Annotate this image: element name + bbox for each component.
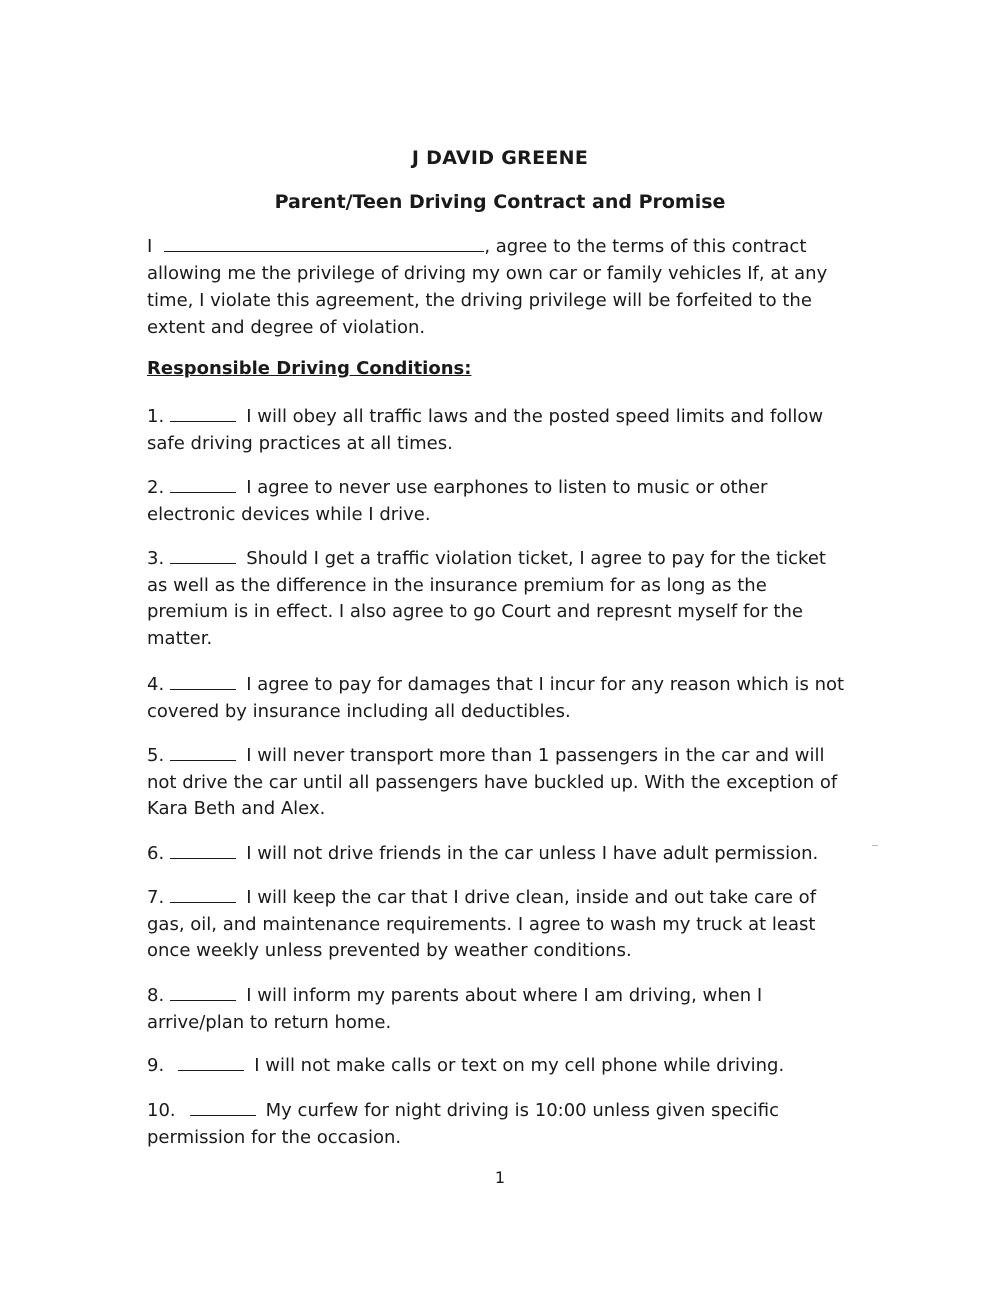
- condition-item: [147, 884, 852, 965]
- page-number: 1: [494, 1168, 506, 1187]
- initials-blank-line[interactable]: [170, 403, 236, 422]
- item-number: 6.: [147, 843, 165, 864]
- condition-item: [147, 982, 852, 1036]
- initials-blank-line[interactable]: [178, 1052, 244, 1071]
- section-heading: Responsible Driving Conditions:: [147, 358, 472, 379]
- initials-blank-line[interactable]: [170, 840, 236, 859]
- item-text: I will obey all traffic laws and the posted speed limits and follow safe driving practices at all times.: [147, 406, 824, 454]
- condition-item: [147, 840, 852, 868]
- scan-speck: [872, 845, 878, 846]
- intro-prefix: I: [147, 236, 153, 257]
- item-number: 7.: [147, 887, 165, 908]
- item-text: I will not drive friends in the car unless I have adult permission.: [246, 843, 819, 864]
- item-text: I will inform my parents about where I am driving, when I arrive/plan to return home.: [147, 985, 763, 1033]
- item-number: 5.: [147, 745, 165, 766]
- item-number: 2.: [147, 477, 165, 498]
- condition-item: [147, 1052, 852, 1080]
- condition-item: [147, 1097, 852, 1151]
- item-number: 9.: [147, 1055, 165, 1076]
- item-number: 1.: [147, 406, 165, 427]
- item-text: I agree to never use earphones to listen to music or other electronic devices while I drive.: [147, 477, 768, 525]
- item-text: I will not make calls or text on my cell phone while driving.: [254, 1055, 785, 1076]
- condition-item: [147, 671, 852, 725]
- item-number: 3.: [147, 548, 165, 569]
- initials-blank-line[interactable]: [170, 884, 236, 903]
- initials-blank-line[interactable]: [170, 474, 236, 493]
- intro-paragraph: [147, 233, 847, 341]
- item-text: I will keep the car that I drive clean, inside and out take care of gas, oil, and maintenance requirements. I agree to wash my truck at least once weekly unless prevented by weather conditions.: [147, 887, 817, 961]
- item-text: My curfew for night driving is 10:00 unless given specific permission for the occasion.: [147, 1100, 779, 1148]
- initials-blank-line[interactable]: [190, 1097, 256, 1116]
- item-number: 10.: [147, 1100, 176, 1121]
- document-title: Parent/Teen Driving Contract and Promise: [274, 191, 726, 213]
- item-text: I agree to pay for damages that I incur for any reason which is not covered by insurance including all deductibles.: [147, 674, 845, 722]
- document-owner-name: J DAVID GREENE: [411, 147, 589, 169]
- condition-item: [147, 474, 852, 528]
- condition-item: [147, 545, 852, 652]
- item-number: 4.: [147, 674, 165, 695]
- item-text: Should I get a traffic violation ticket, I agree to pay for the ticket as well as the difference in the insurance premium for as long as the premium is in effect. I also agree to go Court and represnt myself for the matter.: [147, 548, 826, 649]
- name-blank-line[interactable]: [164, 233, 484, 252]
- intro-text: , agree to the terms of this contract allowing me the privilege of driving my own car or family vehicles If, at any time, I violate this agreement, the driving privilege will be forfeited to the extent and degree of violation.: [147, 236, 828, 338]
- initials-blank-line[interactable]: [170, 742, 236, 761]
- initials-blank-line[interactable]: [170, 671, 236, 690]
- condition-item: [147, 403, 852, 457]
- initials-blank-line[interactable]: [170, 545, 236, 564]
- condition-item: [147, 742, 852, 823]
- item-text: I will never transport more than 1 passengers in the car and will not drive the car until all passengers have buckled up. With the exception of Kara Beth and Alex.: [147, 745, 838, 819]
- item-number: 8.: [147, 985, 165, 1006]
- initials-blank-line[interactable]: [170, 982, 236, 1001]
